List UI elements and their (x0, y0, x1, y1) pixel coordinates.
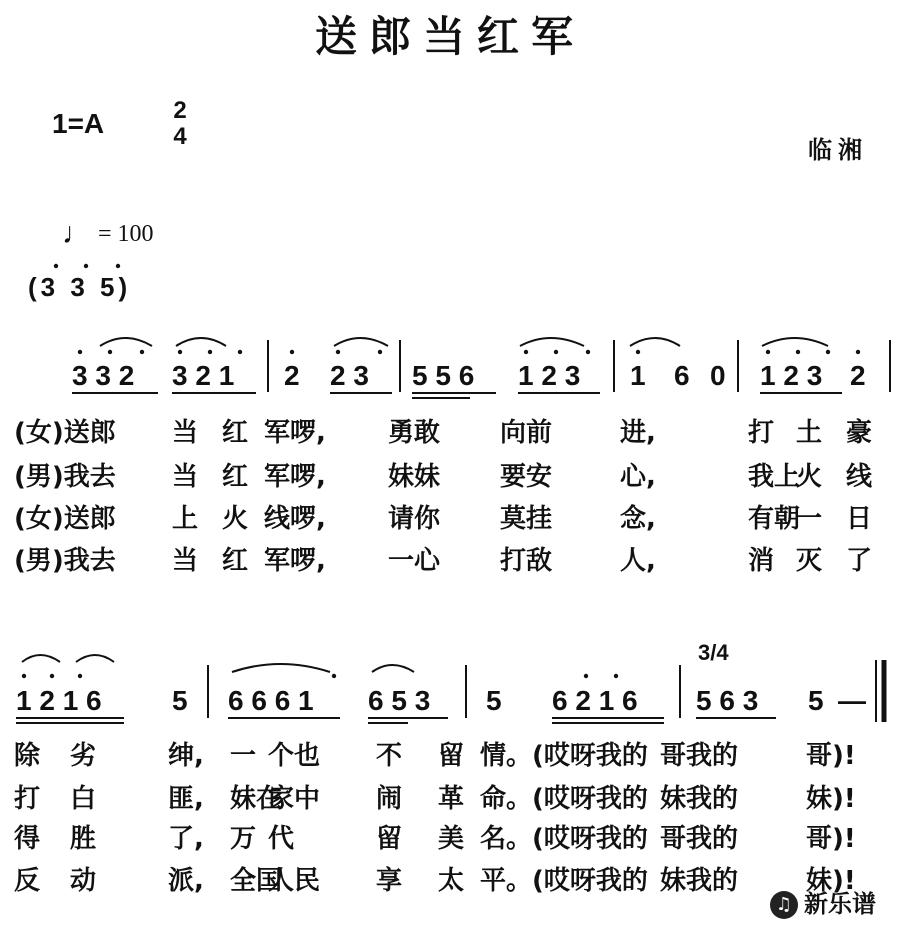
lyric2-verse1-syllable-4: 一 (230, 741, 257, 771)
lyric2-verse4-syllable-10: 妹)! (806, 866, 856, 896)
lyric-verse3-syllable-6: 莫挂 (500, 504, 553, 534)
lyric-verse4-syllable-10: 了 (846, 546, 873, 576)
site-logo[interactable] (770, 884, 876, 919)
lyric2-verse4-syllable-8: 平。(哎呀我的 (480, 866, 648, 896)
lyric-verse1-syllable-1: (女)送郎 (14, 418, 116, 448)
lyric-verse3-syllable-10: 日 (846, 504, 873, 534)
l1-note-group-5: 5 5 6 (412, 360, 475, 391)
lyric-verse1-syllable-4: 军啰, (264, 418, 326, 448)
l1-note-group-9: 0 (710, 360, 726, 391)
lyric2-verse3-syllable-1: 得 (14, 824, 41, 854)
l2-note-group-5: 5 (486, 685, 502, 716)
quarter-note-icon: ♩ (62, 217, 92, 250)
l2-note-group-2: 5 (172, 685, 188, 716)
slur (22, 655, 60, 662)
lyric2-verse4-syllable-5: 人民 (268, 866, 321, 896)
time-signature-bottom: 4 (173, 123, 187, 150)
lyric2-verse3-syllable-9: 哥我的 (660, 824, 739, 854)
logo-text: 新乐谱 (804, 890, 876, 918)
lyric-verse1-syllable-8: 打 (748, 418, 775, 448)
lyric-verse2-syllable-8: 我上 (748, 462, 801, 492)
l1-note-group-7: 1 (630, 360, 646, 391)
slur (762, 338, 828, 346)
lyric-verse3-syllable-5: 请你 (388, 504, 441, 534)
lyric-verse4-syllable-6: 打敌 (500, 546, 553, 576)
key-signature: 1=A (52, 108, 105, 139)
lyric2-verse2-syllable-9: 妹我的 (660, 784, 739, 814)
lyric2-verse1-syllable-8: 情。(哎呀我的 (480, 741, 648, 771)
lyric2-verse2-syllable-6: 闹 (376, 784, 403, 814)
lyric-verse1-syllable-10: 豪 (846, 418, 873, 448)
lyric-verse3-syllable-3: 火 (222, 504, 249, 534)
lyric-verse3-syllable-2: 上 (172, 504, 199, 534)
l2-note-group-6: 6 2 1 6 (552, 685, 638, 716)
l2-note-group-1: 1 2 1 6 (16, 685, 102, 716)
lyric-verse4-syllable-7: 人, (620, 546, 656, 576)
music-disc-icon: ♫ (770, 891, 798, 919)
lyric2-verse4-syllable-6: 享 (376, 866, 403, 896)
lyric2-verse1-syllable-10: 哥)! (806, 741, 856, 771)
lyric2-verse4-syllable-9: 妹我的 (660, 866, 739, 896)
lyric-verse3-syllable-1: (女)送郎 (14, 504, 116, 534)
lyric2-verse4-syllable-7: 太 (438, 866, 465, 896)
lyric-verse3-syllable-4: 线啰, (264, 504, 326, 534)
lyric2-verse1-syllable-2: 劣 (70, 741, 97, 771)
tempo-text: = 100 (98, 221, 154, 247)
slur (232, 664, 330, 672)
lyric-verse1-syllable-6: 向前 (500, 418, 553, 448)
lyric2-verse1-syllable-9: 哥我的 (660, 741, 739, 771)
slur (520, 338, 584, 346)
lyric2-verse3-syllable-10: 哥)! (806, 824, 856, 854)
l1-note-group-6: 1 2 3 (518, 360, 581, 391)
lyric2-verse3-syllable-2: 胜 (70, 824, 97, 854)
lyric2-verse1-syllable-7: 留 (438, 741, 465, 771)
lyric-verse2-syllable-10: 线 (846, 462, 873, 492)
lyric2-verse3-syllable-5: 代 (268, 824, 295, 854)
l2-note-group-3: 6 6 6 1 (228, 685, 314, 716)
l1-note-group-1: 3 3 2 (72, 360, 135, 391)
lyric2-verse2-syllable-2: 白 (70, 784, 97, 814)
slur (630, 338, 680, 346)
lyric-verse1-syllable-2: 当 (172, 418, 199, 448)
intro-notes: (3 3 5) (28, 272, 132, 302)
l1-note-group-8: 6 (674, 360, 690, 391)
region-label: 临湘 (808, 136, 868, 164)
lyric2-verse1-syllable-1: 除 (14, 741, 41, 771)
lyric2-verse4-syllable-4: 全国 (230, 866, 283, 896)
lyric-verse1-syllable-7: 进, (620, 418, 656, 448)
lyric-verse3-syllable-7: 念, (620, 504, 656, 534)
lyric-verse1-syllable-5: 勇敢 (388, 418, 441, 448)
lyric-verse4-syllable-9: 灭 (796, 546, 823, 576)
lyric-verse2-syllable-2: 当 (172, 462, 199, 492)
lyric-verse3-syllable-9: 一 (796, 504, 823, 534)
time-change: 3/4 (698, 640, 729, 665)
lyric2-verse3-syllable-3: 了, (168, 824, 204, 854)
lyric2-verse1-syllable-3: 绅, (168, 741, 204, 771)
song-title: 送郎当红军 (314, 12, 585, 61)
slur (100, 338, 152, 346)
lyric-verse2-syllable-9: 火 (796, 462, 823, 492)
l2-note-group-7: 5 6 3 (696, 685, 759, 716)
l2-note-group-8: 5 (808, 685, 824, 716)
lyric-verse2-syllable-3: 红 (222, 462, 249, 492)
lyric2-verse2-syllable-4: 妹在 (230, 784, 283, 814)
slur (372, 665, 414, 672)
l1-note-group-10: 1 2 3 (760, 360, 823, 391)
lyric-verse2-syllable-5: 妹妹 (388, 462, 441, 492)
lyric2-verse3-syllable-7: 美 (438, 824, 465, 854)
lyric2-verse2-syllable-1: 打 (14, 784, 41, 814)
lyric-verse4-syllable-4: 军啰, (264, 546, 326, 576)
lyric2-verse2-syllable-5: 家中 (268, 784, 321, 814)
lyric-verse4-syllable-8: 消 (748, 546, 775, 576)
lyric2-verse3-syllable-4: 万 (230, 824, 257, 854)
lyric2-verse3-syllable-8: 名。(哎呀我的 (480, 824, 648, 854)
lyric2-verse4-syllable-1: 反 (14, 866, 41, 896)
lyric2-verse2-syllable-3: 匪, (168, 784, 204, 814)
slur (334, 338, 388, 346)
l1-note-group-3: 2 (284, 360, 300, 391)
lyric-verse2-syllable-4: 军啰, (264, 462, 326, 492)
lyric-verse4-syllable-3: 红 (222, 546, 249, 576)
lyric2-verse2-syllable-7: 革 (438, 784, 465, 814)
lyric-verse1-syllable-3: 红 (222, 418, 249, 448)
l1-note-group-2: 3 2 1 (172, 360, 235, 391)
time-signature-top: 2 (173, 97, 187, 124)
slur (76, 655, 114, 662)
lyric2-verse4-syllable-2: 动 (70, 866, 97, 896)
lyric-verse4-syllable-1: (男)我去 (14, 546, 116, 576)
lyric2-verse4-syllable-3: 派, (168, 866, 204, 896)
lyric-verse2-syllable-7: 心, (620, 462, 656, 492)
lyric2-verse1-syllable-6: 不 (376, 741, 403, 771)
lyric-verse4-syllable-5: 一心 (388, 546, 441, 576)
l1-note-group-11: 2 (850, 360, 866, 391)
slur (176, 338, 226, 346)
lyric-verse1-syllable-9: 土 (796, 418, 823, 448)
l2-note-group-4: 6 5 3 (368, 685, 431, 716)
lyric2-verse3-syllable-6: 留 (376, 824, 403, 854)
lyric2-verse1-syllable-5: 个也 (268, 741, 321, 771)
l2-note-group-9: — (838, 685, 866, 716)
lyric-verse3-syllable-8: 有朝 (748, 504, 801, 534)
lyric-verse2-syllable-1: (男)我去 (14, 462, 116, 492)
lyric2-verse2-syllable-8: 命。(哎呀我的 (480, 784, 648, 814)
lyric-verse4-syllable-2: 当 (172, 546, 199, 576)
l1-note-group-4: 2 3 (330, 360, 369, 391)
lyric2-verse2-syllable-10: 妹)! (806, 784, 856, 814)
lyric-verse2-syllable-6: 要安 (500, 462, 553, 492)
